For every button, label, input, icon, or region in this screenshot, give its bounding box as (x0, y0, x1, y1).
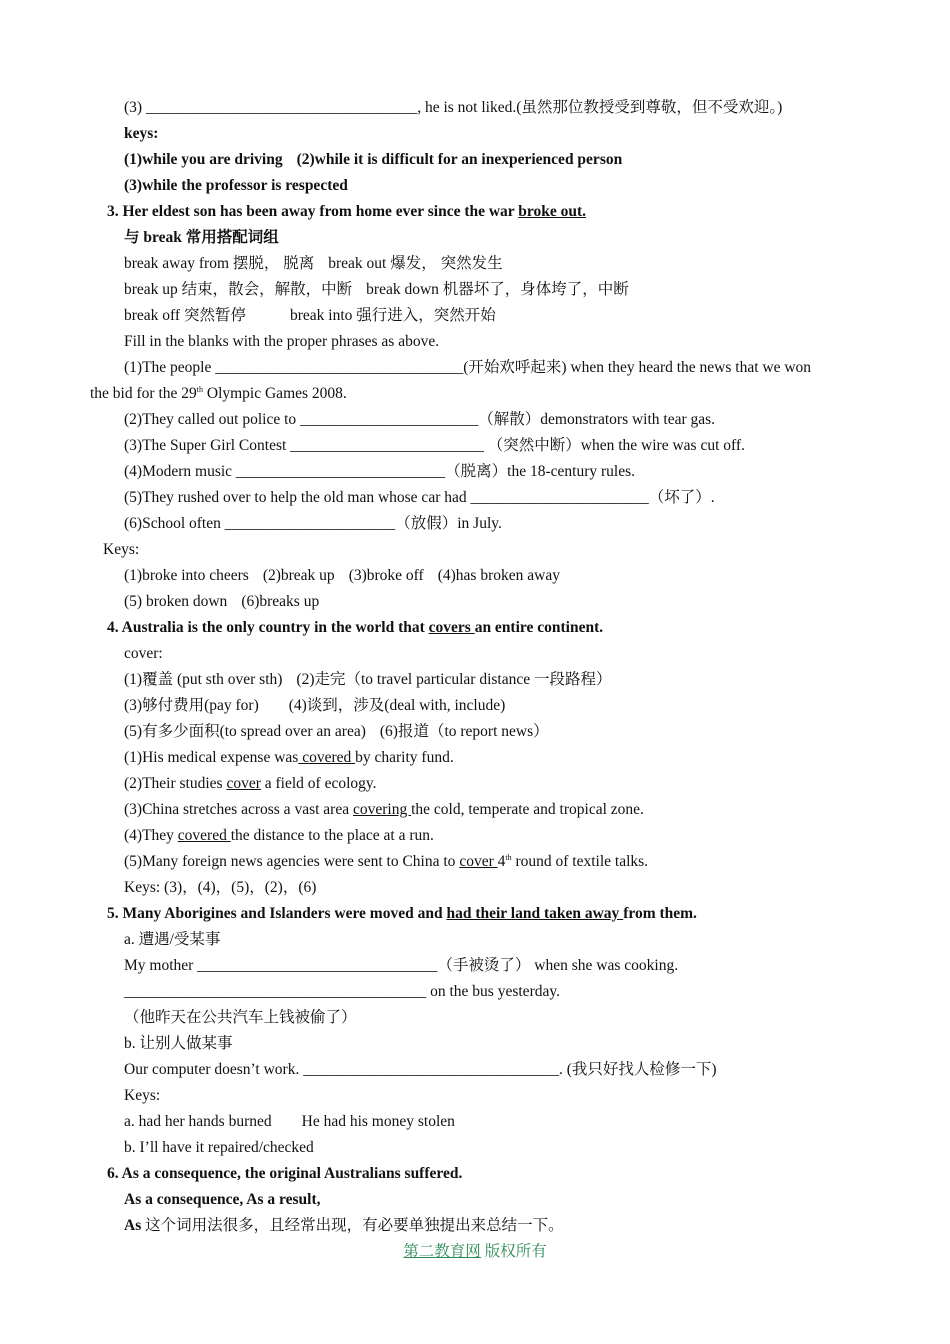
example-text: the distance to the place at a run. (230, 827, 434, 844)
answer-2: (2)break up (262, 567, 335, 584)
underlined-phrase: had their land taken away (446, 905, 624, 922)
meaning: (2)走完（to travel particular distance 一段路程） (296, 671, 612, 688)
fill-blank: ___________________________________ (145, 99, 418, 116)
phrase: break out 爆发， 突然发生 (328, 255, 503, 272)
meaning: (6)报道（to report news） (379, 723, 549, 740)
heading-text: 4. Australia is the only country in the world that (107, 619, 429, 636)
note-keyword: As (124, 1217, 142, 1234)
meaning: (4)谈到，涉及(deal with, include) (288, 697, 506, 714)
meaning: (1)覆盖 (put sth over sth) (124, 671, 283, 688)
exercise-line: (6)School often ______________________（放假）in July. (124, 515, 502, 532)
exercise-line: _______________________________________ on the bus yesterday. (124, 983, 560, 1000)
answer-6: (6)breaks up (241, 593, 320, 610)
phrase: break down 机器坏了，身体垮了，中断 (366, 281, 629, 298)
answer-3: (3)broke off (348, 567, 424, 584)
example-text: (5)Many foreign news agencies were sent to China to (124, 853, 460, 870)
phrase: break up 结束，散会，解散，中断 (124, 281, 353, 298)
item-number: (3) (124, 99, 146, 116)
answer-3: (3)while the professor is respected (124, 177, 348, 194)
exercise-line: (2)They called out police to _______________________（解散）demonstrators with tear gas. (124, 411, 716, 428)
answer-2: (2)while it is difficult for an inexperienced person (296, 151, 623, 168)
heading-text: an entire continent. (474, 619, 604, 636)
section-subtitle: As a consequence, As a result, (124, 1191, 321, 1208)
heading-text: from them. (623, 905, 697, 922)
section-subtitle: 与 break 常用搭配词组 (124, 229, 279, 246)
phrase: break away from 摆脱， 脱离 (124, 255, 315, 272)
heading-text: 5. Many Aborigines and Islanders were moved and (107, 905, 447, 922)
instruction: Fill in the blanks with the proper phrases as above. (124, 333, 440, 350)
answer-5: (5) broken down (124, 593, 228, 610)
answer: a. had her hands burned (124, 1113, 272, 1130)
meaning-line (124, 670, 612, 690)
answer-4: (4)has broken away (437, 567, 560, 584)
exercise-line (90, 384, 347, 404)
exercise-hint: （他昨天在公共汽车上钱被偷了） (124, 1009, 357, 1026)
section-heading (107, 618, 603, 638)
answer-1: (1)while you are driving (124, 151, 283, 168)
example-text: (1)His medical expense was (124, 749, 299, 766)
meaning-line (124, 696, 505, 716)
example-text: (2)Their studies (124, 775, 227, 792)
example-text: (3)China stretches across a vast area (124, 801, 353, 818)
exercise-line: My mother _______________________________（手被烫了） when she was cooking. (124, 957, 679, 974)
exercise-text: the bid for the 29 (90, 385, 197, 402)
example-line (124, 748, 454, 768)
usage-label: b. 让别人做某事 (124, 1035, 233, 1052)
word-entry: cover: (124, 645, 163, 662)
example-text: 4 (497, 853, 506, 870)
exercise-line: (5)They rushed over to help the old man whose car had _______________________（坏了）. (124, 489, 715, 506)
answer-1: (1)broke into cheers (124, 567, 249, 584)
section-heading (107, 904, 697, 924)
underlined-word: cover (459, 853, 498, 870)
example-text: by charity fund. (355, 749, 454, 766)
answer-line (124, 566, 560, 586)
meaning: (5)有多少面积(to spread over an area) (124, 723, 366, 740)
keys-line: Keys: (3)，(4)，(5)，(2)，(6) (124, 879, 317, 896)
answer-line (124, 1112, 455, 1132)
ordinal-suffix: th (196, 385, 203, 394)
exercise-line (124, 98, 782, 118)
exercise-line: (4)Modern music ___________________________（脱离）the 18-century rules. (124, 463, 636, 480)
meaning-line (124, 722, 549, 742)
heading-text: 3. Her eldest son has been away from home ever since the war (107, 203, 519, 220)
footer-copyright: 版权所有 (480, 1243, 547, 1260)
example-line (124, 826, 434, 846)
example-line (124, 852, 648, 872)
exercise-line: (1)The people ________________________________(开始欢呼起来) when they heard the news that we won (124, 359, 812, 376)
example-text: a field of ecology. (260, 775, 377, 792)
phrase-line (124, 280, 629, 300)
phrase: break into 强行进入，突然开始 (289, 307, 496, 324)
underlined-word: covered (298, 749, 356, 766)
note-line (124, 1216, 564, 1236)
example-line (124, 800, 644, 820)
usage-label: a. 遭遇/受某事 (124, 931, 221, 948)
underlined-word: covered (177, 827, 231, 844)
underlined-phrase: broke out. (518, 203, 587, 220)
ordinal-suffix: th (505, 853, 512, 862)
exercise-line: (3)The Super Girl Contest _________________________ （突然中断）when the wire was cut off. (124, 437, 745, 454)
keys-label: keys: (124, 125, 159, 142)
example-text: the cold, temperate and tropical zone. (411, 801, 644, 818)
footer-link[interactable]: 第二教育网 (403, 1243, 481, 1260)
answer-line (124, 150, 622, 170)
answer-line: b. I’ll have it repaired/checked (124, 1139, 314, 1156)
phrase-line (124, 306, 496, 326)
meaning: (3)够付费用(pay for) (124, 697, 259, 714)
keys-label: Keys: (103, 541, 140, 558)
note-text: 这个词用法很多，且经常出现，有必要单独提出来总结一下。 (141, 1217, 564, 1234)
example-text: round of textile talks. (511, 853, 649, 870)
exercise-text: Olympic Games 2008. (203, 385, 347, 402)
exercise-line: Our computer doesn’t work. _________________________________. (我只好找人检修一下) (124, 1061, 717, 1078)
section-heading: 6. As a consequence, the original Australians suffered. (107, 1165, 463, 1182)
phrase-line (124, 254, 503, 274)
exercise-text: , he is not liked.(虽然那位教授受到尊敬，但不受欢迎。) (417, 99, 783, 116)
underlined-word: covering (352, 801, 412, 818)
underlined-phrase: covers (428, 619, 475, 636)
footer (0, 1242, 950, 1262)
keys-label: Keys: (124, 1087, 161, 1104)
phrase: break off 突然暂停 (124, 307, 246, 324)
example-line (124, 774, 377, 794)
answer: He had his money stolen (301, 1113, 455, 1130)
section-heading (107, 202, 586, 222)
answer-line (124, 592, 319, 612)
underlined-word: cover (226, 775, 261, 792)
example-text: (4)They (124, 827, 178, 844)
